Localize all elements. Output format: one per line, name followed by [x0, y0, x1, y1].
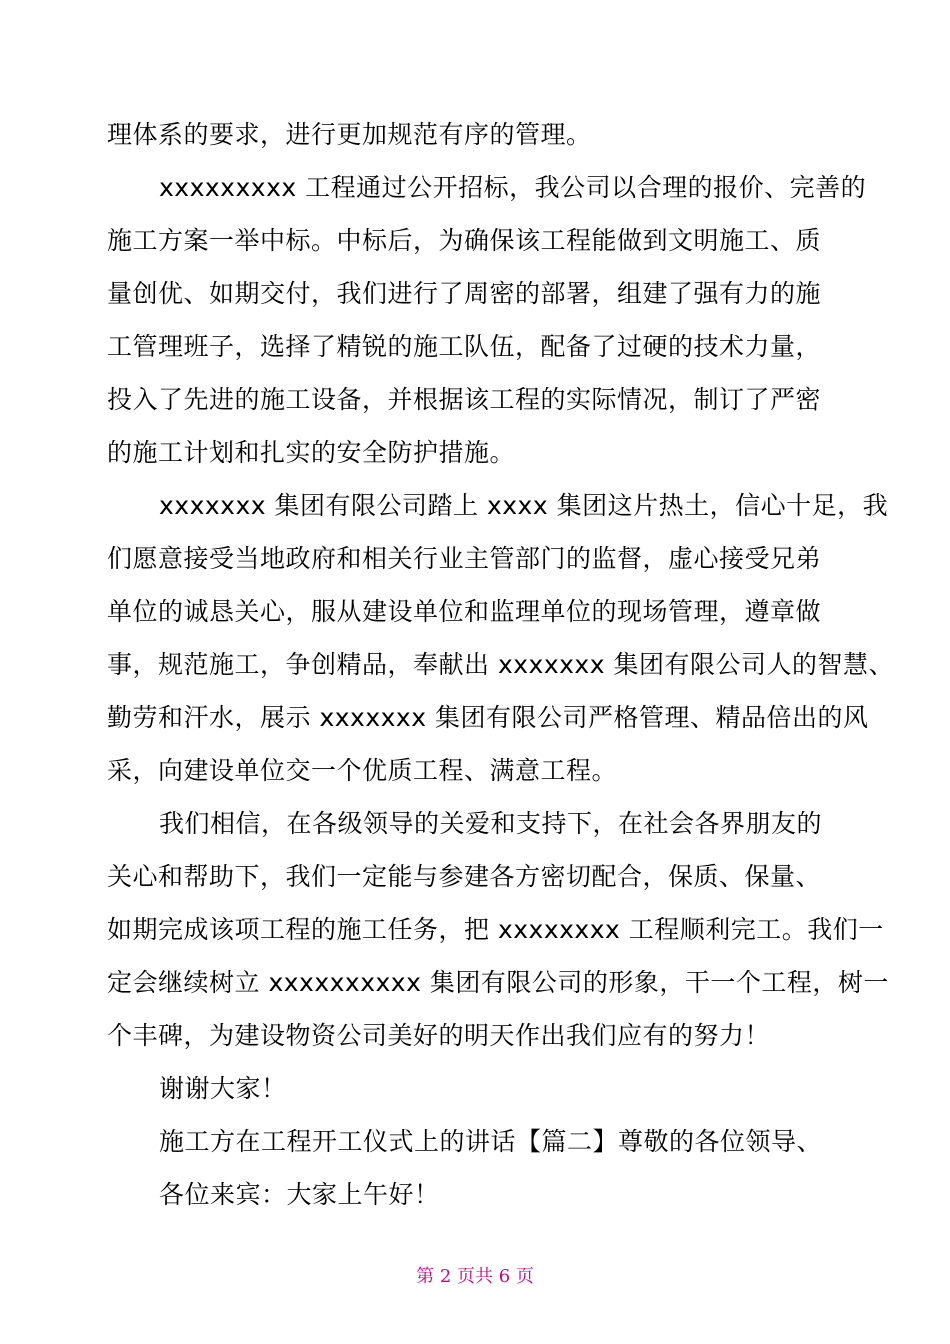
text-line: 的施工计划和扎实的安全防护措施。: [107, 438, 516, 467]
text-line: 们愿意接受当地政府和相关行业主管部门的监督，虚心接受兄弟: [107, 544, 822, 573]
text-line: 事，规范施工，争创精品，奉献出 xxxxxxx 集团有限公司人的智慧、: [107, 650, 894, 679]
text-line: 关心和帮助下，我们一定能与参建各方密切配合，保质、保量、: [107, 862, 822, 891]
text-line: 如期完成该项工程的施工任务，把 xxxxxxxx 工程顺利完工。我们一: [107, 915, 884, 944]
text-line: 单位的诚恳关心，服从建设单位和监理单位的现场管理，遵章做: [107, 597, 822, 626]
greeting-line: 各位来宾：大家上午好！: [159, 1180, 440, 1209]
text-line: 工管理班子，选择了精锐的施工队伍，配备了过硬的技术力量，: [107, 332, 822, 361]
text-line: 投入了先进的施工设备，并根据该工程的实际情况，制订了严密: [107, 385, 822, 414]
text-line: 个丰碑，为建设物资公司美好的明天作出我们应有的努力！: [107, 1021, 771, 1050]
paragraph-first-line: xxxxxxxxx 工程通过公开招标，我公司以合理的报价、完善的: [159, 173, 867, 202]
text-line: 量创优、如期交付，我们进行了周密的部署，组建了强有力的施: [107, 279, 822, 308]
document-body: [107, 108, 894, 1221]
paragraph-first-line: 我们相信，在各级领导的关爱和支持下，在社会各界朋友的: [159, 809, 823, 838]
section-heading-line: 施工方在工程开工仪式上的讲话【篇二】尊敬的各位领导、: [159, 1127, 823, 1156]
text-line: 勤劳和汗水，展示 xxxxxxx 集团有限公司严格管理、精品倍出的风: [107, 703, 869, 732]
closing-line: 谢谢大家！: [159, 1074, 287, 1103]
text-line: 施工方案一举中标。中标后，为确保该工程能做到文明施工、质: [107, 226, 822, 255]
paragraph-first-line: xxxxxxx 集团有限公司踏上 xxxx 集团这片热土，信心十足，我: [159, 491, 889, 520]
text-line: 理体系的要求，进行更加规范有序的管理。: [107, 120, 592, 149]
text-line: 采，向建设单位交一个优质工程、满意工程。: [107, 756, 618, 785]
page-number-footer: 第 2 页共 6 页: [416, 1266, 534, 1287]
text-line: 定会继续树立 xxxxxxxxxx 集团有限公司的形象，干一个工程，树一: [107, 968, 889, 997]
